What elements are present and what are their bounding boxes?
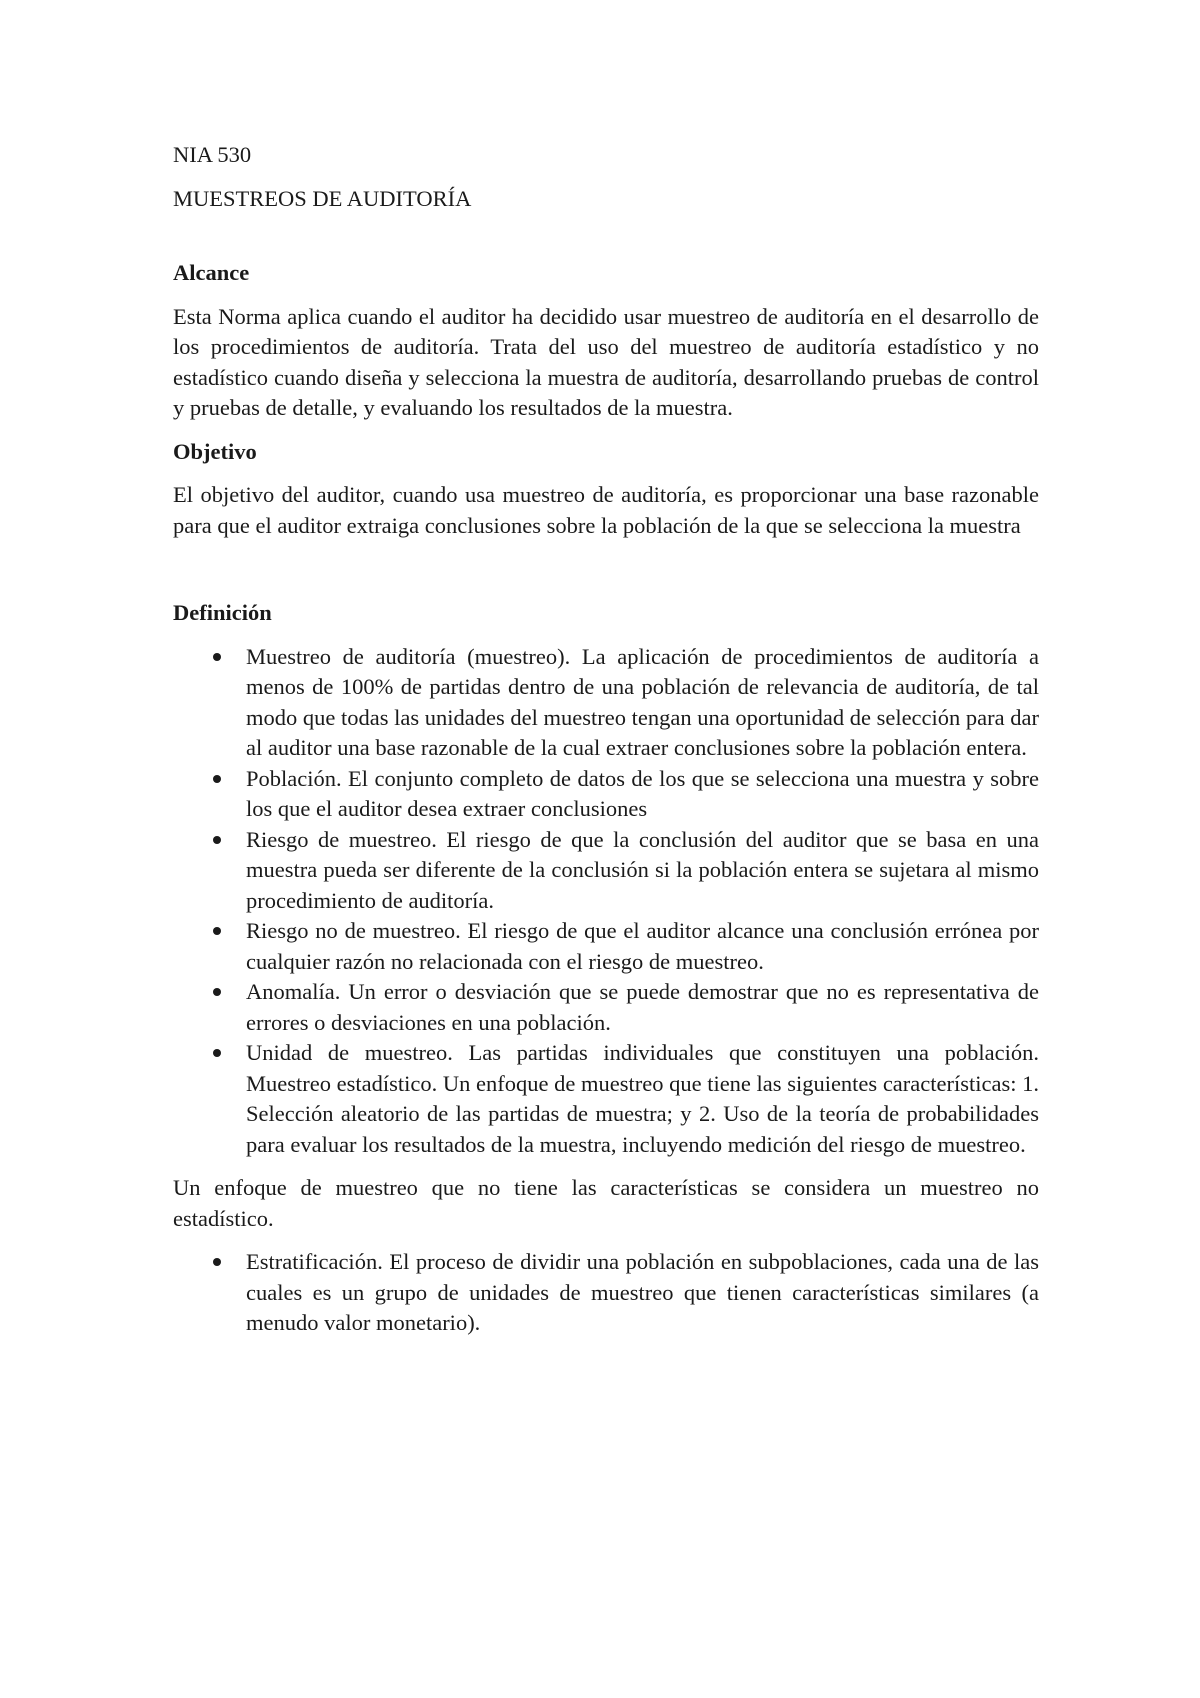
bullet-icon — [213, 988, 221, 996]
paragraph-alcance: Esta Norma aplica cuando el auditor ha decidido usar muestreo de auditoría en el desarrollo de los procedimientos de auditoría. Trata del uso del muestreo de auditoría estadístico y no estadístico cuando diseña y selecciona la muestra de auditoría, desarrollando pruebas de control y pruebas de detalle, y evaluando los resultados de la muestra. — [173, 303, 1039, 420]
bullet-icon — [213, 1258, 221, 1266]
document-code: NIA 530 — [173, 142, 252, 167]
list-item — [173, 1247, 1039, 1339]
heading-alcance: Alcance — [173, 260, 250, 285]
definition-list — [173, 642, 1039, 1161]
list-item-text: Riesgo no de muestreo. El riesgo de que el auditor alcance una conclusión errónea por cualquier razón no relacionada con el riesgo de muestreo. — [246, 918, 1039, 974]
list-item — [173, 825, 1039, 917]
spacer — [173, 554, 1039, 598]
bullet-icon — [213, 775, 221, 783]
list-item-text: Anomalía. Un error o desviación que se puede demostrar que no es representativa de errores o desviaciones en una población. — [246, 979, 1039, 1035]
paragraph-note: Un enfoque de muestreo que no tiene las características se considera un muestreo no estadístico. — [173, 1175, 1039, 1231]
list-item — [173, 1038, 1039, 1160]
list-item — [173, 977, 1039, 1038]
document-page — [173, 140, 1039, 1352]
paragraph-objetivo: El objetivo del auditor, cuando usa muestreo de auditoría, es proporcionar una base razonable para que el auditor extraiga conclusiones sobre la población de la que se selecciona la muestra — [173, 482, 1039, 538]
bullet-icon — [213, 1049, 221, 1057]
definition-list-2 — [173, 1247, 1039, 1339]
heading-definicion: Definición — [173, 600, 272, 625]
list-item-text: Muestreo de auditoría (muestreo). La aplicación de procedimientos de auditoría a menos de 100% de partidas dentro de una población de relevancia de auditoría, de tal modo que todas las unidades del muestreo tengan una oportunidad de selección para dar al auditor una base razonable de la cual extraer conclusiones sobre la población entera. — [246, 643, 1039, 760]
list-item-text: Unidad de muestreo. Las partidas individuales que constituyen una población. Muestreo estadístico. Un enfoque de muestreo que tiene las siguientes características: 1. Selección aleatorio de las partidas de muestra; y 2. Uso de la teoría de probabilidades para evaluar los resultados de la muestra, incluyendo medición del riesgo de muestreo. — [246, 1040, 1039, 1157]
heading-objetivo: Objetivo — [173, 438, 257, 464]
list-item-text: Estratificación. El proceso de dividir una población en subpoblaciones, cada una de las cuales es un grupo de unidades de muestreo que tienen características similares (a menudo valor monetario). — [246, 1249, 1039, 1335]
bullet-icon — [213, 927, 221, 935]
bullet-icon — [213, 653, 221, 661]
list-item — [173, 764, 1039, 825]
list-item-text: Población. El conjunto completo de datos de los que se selecciona una muestra y sobre los que el auditor desea extraer conclusiones — [246, 765, 1039, 821]
list-item-text: Riesgo de muestreo. El riesgo de que la conclusión del auditor que se basa en una muestra pueda ser diferente de la conclusión si la población entera se sujetara al mismo procedimiento de auditoría. — [246, 826, 1039, 913]
document-title: MUESTREOS DE AUDITORÍA — [173, 185, 472, 211]
bullet-icon — [213, 836, 221, 844]
list-item — [173, 916, 1039, 977]
list-item — [173, 642, 1039, 764]
